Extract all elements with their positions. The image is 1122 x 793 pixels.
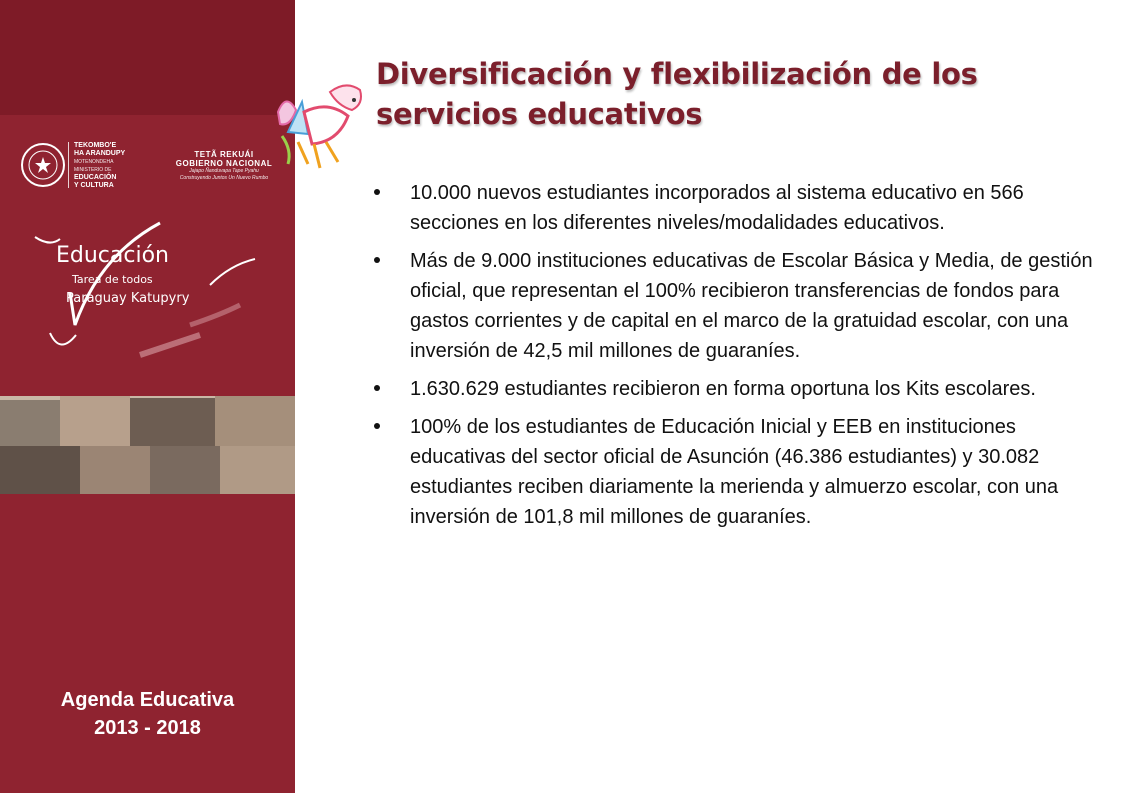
education-subtitle-1: Tarea de todos [72,273,153,286]
slide-title: Diversificación y flexibilización de los servicios educativos [376,57,978,131]
list-item [374,246,1094,366]
ministry-line-5: EDUCACIÓN [74,174,117,181]
gobierno-line-4: Construyendo Juntos Un Nuevo Rumbo [179,175,269,181]
photo-2 [60,396,130,446]
child-drawing-icon [268,72,378,174]
bullet-icon [374,385,380,391]
bullet-text: 100% de los estudiantes de Educación Inicial y EEB en instituciones educativas del sector oficial de Asunción (46.386 estudiantes) y 30.082 estudiantes reciben diariamente la merienda y almuerzo escolar, con una inversión de 101,8 mil millones de guaraníes. [410,416,1059,528]
agenda-label [0,686,295,742]
logo-strip [14,138,284,198]
bullet-icon [374,257,380,263]
photo-7 [150,446,220,494]
agenda-line-2: 2013 - 2018 [94,717,201,739]
photo-1 [0,400,60,446]
agenda-line-1: Agenda Educativa [60,689,235,711]
bullet-icon [374,423,380,429]
photo-4 [215,396,295,446]
photo-8 [220,446,295,494]
ministry-line-3: MOTENONDEHA [74,159,114,165]
ministry-line-6: Y CULTURA [74,182,114,189]
education-slogan [30,215,280,375]
list-item [374,412,1094,532]
bullet-text: 10.000 nuevos estudiantes incorporados al sistema educativo en 566 secciones en los diferentes niveles/modalidades educativos. [410,182,1024,234]
gobierno-logo [164,150,284,182]
gobierno-line-3: Jajapo Ñanduvapa Tape Pyahu [189,168,259,174]
sidebar-top-band [0,0,295,115]
ministry-line-2: HA ARANDUPY [74,150,126,157]
list-item [374,374,1094,404]
gobierno-line-2: GOBIERNO NACIONAL [175,159,273,168]
bullet-text: Más de 9.000 instituciones educativas de Escolar Básica y Media, de gestión oficial, que representan el 100% recibieron transferencias de fondos para gastos corrientes y de capital en el marco de la gratuidad escolar, con una inversión de 42,5 mil millones de guaraníes. [410,250,1093,362]
ministry-line-1: TEKOMBO'E [74,142,117,149]
national-seal-icon [20,142,66,188]
ministry-line-4: MINISTERIO DE [74,167,112,173]
sidebar-banner [0,0,295,793]
bullet-icon [374,189,380,195]
ministry-logo-text [74,142,164,190]
photo-6 [80,446,150,494]
bullet-list [374,178,1094,540]
list-item [374,178,1094,238]
gobierno-line-1: TETÃ REKUÁI [194,150,254,159]
photo-5 [0,446,80,494]
education-subtitle-2: Paraguay Katupyry [66,291,190,306]
photo-collage [0,396,295,494]
bullet-text: 1.630.629 estudiantes recibieron en forma oportuna los Kits escolares. [410,378,1036,400]
photo-3 [130,398,215,446]
education-title: Educación [56,243,169,268]
